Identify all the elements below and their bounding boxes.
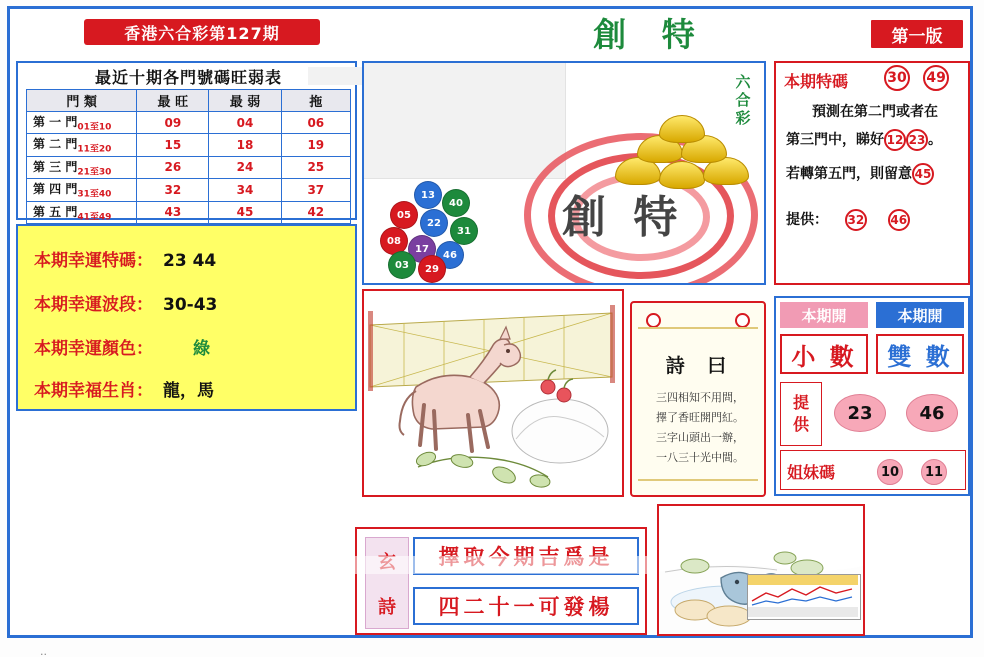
row-men-5: 第 五 門$_{41至49}$: [27, 201, 137, 223]
provide-label-box: [780, 382, 822, 446]
poem-line-2: 擇了香旺開門紅。: [656, 411, 744, 424]
row-drag-4: 37: [281, 179, 350, 201]
secondary-illustration-panel: [657, 504, 865, 636]
prediction-line-2: [786, 129, 962, 151]
prediction-line-2-end: 。: [928, 132, 942, 148]
poem-line-4: 一八三十光中間。: [656, 451, 744, 464]
col-cold: 最 弱: [209, 90, 281, 112]
oval-number-1: 23: [834, 394, 886, 432]
table-header-row: [27, 90, 351, 112]
fade-overlay: [355, 556, 647, 574]
col-drag: 拖: [281, 90, 350, 112]
row-drag-2: 19: [281, 134, 350, 156]
lucky-value-2: 30-43: [163, 295, 218, 315]
ball: 03: [388, 251, 416, 279]
provide-num-2: 46: [888, 209, 910, 231]
lucky-line-2: [34, 290, 217, 315]
special-number-2: 49: [923, 65, 949, 91]
poem-panel: [630, 301, 766, 497]
prediction-line-3: [786, 163, 962, 185]
special-number-1: 30: [884, 65, 910, 91]
lucky-label-2: 本期幸運波段：: [34, 295, 153, 315]
special-numbers: [884, 65, 949, 91]
sister-number-1: 10: [877, 459, 903, 485]
row-cold-4: 34: [209, 179, 281, 201]
scroll-dot-left: [646, 313, 661, 328]
corner-marker: ..: [40, 645, 47, 658]
row-hot-2: 15: [137, 134, 209, 156]
provide-char-2: 供: [792, 415, 809, 434]
lucky-line-3: [34, 334, 210, 359]
page-title: 創 特: [593, 14, 707, 54]
provide-char-1: 提: [792, 393, 809, 412]
ball: 40: [442, 189, 470, 217]
lucky-label-3: 本期幸運顏色：: [34, 339, 153, 359]
row-hot-4: 32: [137, 179, 209, 201]
big-right: 雙 數: [876, 334, 964, 374]
lucky-value-1: 23 44: [163, 251, 217, 271]
ball: 08: [380, 227, 408, 255]
prediction-line-3-text: 若轉第五門，則留意: [786, 166, 912, 182]
row-cold-5: 45: [209, 201, 281, 223]
edition-badge: 第一版: [869, 18, 965, 50]
liuhecai-label: 六合彩: [735, 73, 751, 127]
ball: 17: [408, 235, 436, 263]
col-men: 門 類: [27, 90, 137, 112]
lucky-line-1: [34, 246, 216, 271]
lucky-line-4: [34, 376, 214, 401]
overlay-patch: [308, 67, 368, 85]
lucky-label-1: 本期幸運特碼：: [34, 251, 153, 271]
gold-ingots: [609, 113, 757, 195]
row-cold-2: 18: [209, 134, 281, 156]
col-hot: 最 旺: [137, 90, 209, 112]
horse-illustration-panel: [362, 289, 624, 497]
prediction-num-45: 45: [912, 163, 934, 185]
xuanji-badge-char-2: 詩: [378, 596, 396, 618]
sister-code-bar: [780, 450, 966, 490]
row-men-1: 第 一 門$_{01至10}$: [27, 112, 137, 134]
prediction-num-23: 23: [906, 129, 928, 151]
table-row: [27, 112, 351, 134]
row-drag-5: 42: [281, 201, 350, 223]
scroll-dot-right: [735, 313, 750, 328]
prediction-line-2-text: 第三門中，睇好: [786, 132, 884, 148]
ball: 29: [418, 255, 446, 283]
prediction-line-1: 預測在第二門或者在: [812, 104, 938, 120]
table-row: [27, 179, 351, 201]
prediction-num-12: 12: [884, 129, 906, 151]
head-right: 本期開: [876, 302, 964, 328]
odd-even-panel: [774, 296, 970, 496]
ball: 31: [450, 217, 478, 245]
lucky-value-4: 龍，馬: [163, 381, 214, 401]
row-hot-1: 09: [137, 112, 209, 134]
ball: 13: [414, 181, 442, 209]
ball: 05: [390, 201, 418, 229]
provide-label: 提供：: [786, 212, 828, 228]
row-hot-5: 43: [137, 201, 209, 223]
artwork-logo-text: 創 特: [562, 192, 684, 243]
oval-number-2: 46: [906, 394, 958, 432]
provide-line: [786, 209, 962, 231]
ball: 46: [436, 241, 464, 269]
poem-title: 詩 曰: [665, 355, 735, 377]
scroll-divider-bottom: [638, 479, 758, 481]
big-left: 小 數: [780, 334, 868, 374]
ball: 22: [420, 209, 448, 237]
lucky-value-3: 綠: [193, 339, 210, 359]
row-drag-1: 06: [281, 112, 350, 134]
xuanji-panel: [355, 527, 647, 635]
lottery-artwork-panel: [362, 61, 766, 285]
lucky-box: [16, 224, 357, 411]
mini-chart: [747, 574, 861, 620]
xuanji-line-2: 四二十一可發楊: [413, 587, 639, 625]
poem-line-3: 三字山頭出一辦，: [656, 431, 744, 444]
table-row: [27, 134, 351, 156]
row-hot-3: 26: [137, 156, 209, 178]
lucky-label-4: 本期幸福生肖：: [34, 381, 153, 401]
table-row: [27, 201, 351, 223]
special-number-title: 本期特碼: [784, 72, 849, 91]
head-left: 本期開: [780, 302, 868, 328]
issue-badge: 香港六合彩第127期: [84, 19, 320, 45]
lottery-balls: [374, 181, 524, 276]
row-men-2: 第 二 門$_{11至20}$: [27, 134, 137, 156]
hot-cold-title: 最近十期各門號碼旺弱表: [94, 68, 282, 87]
row-men-3: 第 三 門$_{21至30}$: [27, 156, 137, 178]
special-number-panel: [774, 61, 970, 285]
hot-cold-table: [26, 89, 351, 224]
row-men-4: 第 四 門$_{31至40}$: [27, 179, 137, 201]
xuanji-badge: [365, 537, 409, 629]
hot-cold-table-box: [16, 61, 357, 220]
scroll-divider: [638, 327, 758, 329]
horse-drawing: [364, 291, 622, 495]
row-cold-3: 24: [209, 156, 281, 178]
poem-line-1: 三四相知不用問，: [656, 391, 744, 404]
provide-num-1: 32: [845, 209, 867, 231]
sister-number-2: 11: [921, 459, 947, 485]
sister-code-label: 姐妹碼: [787, 463, 836, 482]
table-row: [27, 156, 351, 178]
row-cold-1: 04: [209, 112, 281, 134]
row-drag-3: 25: [281, 156, 350, 178]
